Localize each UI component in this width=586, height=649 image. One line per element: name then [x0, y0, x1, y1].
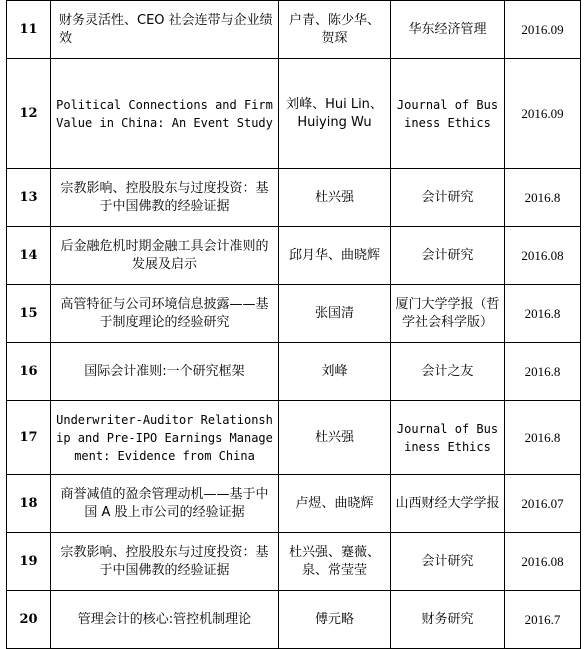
- row-number: 16: [7, 343, 51, 401]
- paper-title: 管理会计的核心:管控机制理论: [51, 591, 279, 649]
- table-row: [7, 227, 581, 285]
- row-number: 12: [7, 59, 51, 169]
- paper-authors: 刘峰、Hui Lin、 Huiying Wu: [279, 59, 391, 169]
- publish-date: 2016.07: [505, 475, 581, 533]
- journal-name: 会计研究: [391, 227, 505, 285]
- journal-name: 厦门大学学报（哲学社会科学版）: [391, 285, 505, 343]
- publish-date: 2016.7: [505, 591, 581, 649]
- paper-title: 商誉减值的盈余管理动机——基于中国 A 股上市公司的经验证据: [51, 475, 279, 533]
- paper-authors: 杜兴强、蹇薇、泉、常莹莹: [279, 533, 391, 591]
- publish-date: 2016.08: [505, 227, 581, 285]
- paper-title: 后金融危机时期金融工具会计准则的发展及启示: [51, 227, 279, 285]
- paper-authors: 邱月华、曲晓辉: [279, 227, 391, 285]
- publication-table: [6, 0, 581, 649]
- paper-authors: 户青、陈少华、贺琛: [279, 1, 391, 59]
- paper-authors: 杜兴强: [279, 169, 391, 227]
- publish-date: 2016.8: [505, 401, 581, 475]
- journal-name: 会计研究: [391, 533, 505, 591]
- journal-name: 财务研究: [391, 591, 505, 649]
- row-number: 19: [7, 533, 51, 591]
- row-number: 13: [7, 169, 51, 227]
- row-number: 11: [7, 1, 51, 59]
- paper-title: 高管特征与公司环境信息披露——基于制度理论的经验研究: [51, 285, 279, 343]
- table-row: [7, 285, 581, 343]
- table-row: [7, 591, 581, 649]
- paper-title: Underwriter-Auditor Relationship and Pre-IPO Earnings Management: Evidence from China: [51, 401, 279, 475]
- paper-authors: 卢煜、曲晓辉: [279, 475, 391, 533]
- table-row: [7, 475, 581, 533]
- publish-date: 2016.8: [505, 285, 581, 343]
- journal-name: Journal of Business Ethics: [391, 401, 505, 475]
- table-row: [7, 1, 581, 59]
- table-row: [7, 343, 581, 401]
- publish-date: 2016.8: [505, 169, 581, 227]
- table-row: [7, 59, 581, 169]
- row-number: 14: [7, 227, 51, 285]
- paper-title: 宗教影响、控股股东与过度投资：基于中国佛教的经验证据: [51, 533, 279, 591]
- paper-authors: 杜兴强: [279, 401, 391, 475]
- journal-name: 山西财经大学学报: [391, 475, 505, 533]
- publish-date: 2016.09: [505, 59, 581, 169]
- journal-name: 会计之友: [391, 343, 505, 401]
- table-row: [7, 533, 581, 591]
- publish-date: 2016.8: [505, 343, 581, 401]
- paper-authors: 张国清: [279, 285, 391, 343]
- journal-name: 华东经济管理: [391, 1, 505, 59]
- paper-title: Political Connections and Firm Value in China: An Event Study: [51, 59, 279, 169]
- journal-name: 会计研究: [391, 169, 505, 227]
- table-row: [7, 169, 581, 227]
- paper-title: 国际会计准则:一个研究框架: [51, 343, 279, 401]
- table-row: [7, 401, 581, 475]
- publish-date: 2016.08: [505, 533, 581, 591]
- paper-authors: 傅元略: [279, 591, 391, 649]
- row-number: 15: [7, 285, 51, 343]
- journal-name: Journal of Business Ethics: [391, 59, 505, 169]
- publish-date: 2016.09: [505, 1, 581, 59]
- paper-title: 宗教影响、控股股东与过度投资：基于中国佛教的经验证据: [51, 169, 279, 227]
- row-number: 20: [7, 591, 51, 649]
- paper-title: 财务灵活性、CEO 社会连带与企业绩效: [51, 1, 279, 59]
- row-number: 17: [7, 401, 51, 475]
- row-number: 18: [7, 475, 51, 533]
- paper-authors: 刘峰: [279, 343, 391, 401]
